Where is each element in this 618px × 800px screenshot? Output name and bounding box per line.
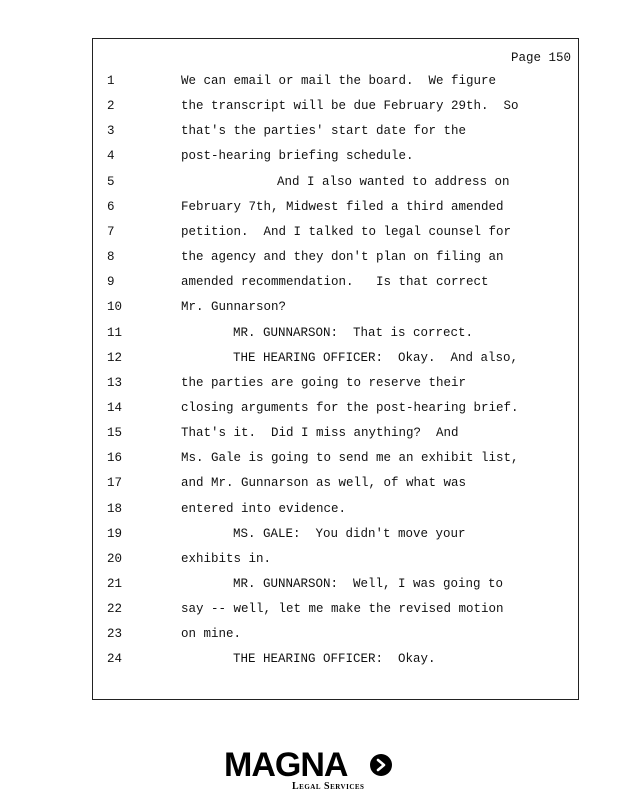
- transcript-line: [93, 575, 578, 593]
- line-number: 4: [107, 149, 115, 164]
- line-text: exhibits in.: [181, 551, 272, 566]
- line-number: 8: [107, 250, 115, 265]
- transcript-line: [93, 424, 578, 442]
- transcript-line: [93, 399, 578, 417]
- line-number: 1: [107, 74, 115, 88]
- line-number: 15: [107, 426, 123, 441]
- line-text: THE HEARING OFFICER: Okay.: [233, 652, 436, 667]
- line-number: 21: [107, 577, 123, 591]
- line-text: That's it. Did I miss anything? And: [181, 426, 459, 441]
- transcript-line: [93, 374, 578, 392]
- line-number: 18: [107, 501, 123, 516]
- magna-logo: [224, 748, 396, 794]
- line-text: Mr. Gunnarson?: [181, 300, 287, 315]
- line-text: MS. GALE: You didn't move your: [233, 526, 466, 541]
- line-number: 23: [107, 627, 123, 642]
- line-text: And I also wanted to address on: [277, 174, 510, 189]
- line-number: 7: [107, 224, 115, 239]
- line-text: that's the parties' start date for the: [181, 124, 467, 139]
- logo-subtitle: Legal Services: [292, 781, 365, 792]
- transcript-line: [93, 349, 578, 367]
- line-text: closing arguments for the post-hearing brief.: [181, 400, 519, 415]
- line-text: MR. GUNNARSON: That is correct.: [233, 325, 474, 340]
- transcript-line: [93, 298, 578, 316]
- line-text: THE HEARING OFFICER: Okay. And also,: [233, 350, 519, 365]
- line-number: 6: [107, 199, 115, 214]
- line-text: MR. GUNNARSON: Well, I was going to: [233, 577, 504, 591]
- line-number: 17: [107, 476, 123, 491]
- transcript-line: [93, 449, 578, 467]
- logo-wordmark: MAGNA: [224, 746, 348, 784]
- transcript-line: [93, 500, 578, 518]
- transcript-line: [93, 525, 578, 543]
- transcript-line: [93, 273, 578, 291]
- line-number: 12: [107, 350, 123, 365]
- line-number: 10: [107, 300, 123, 315]
- transcript-line: [93, 625, 578, 643]
- transcript-line: [93, 223, 578, 241]
- arrow-circle-icon: [370, 754, 392, 776]
- line-text: and Mr. Gunnarson as well, of what was: [181, 476, 467, 491]
- transcript-line: [93, 474, 578, 492]
- transcript-line: [93, 198, 578, 216]
- page-number: Page 150: [510, 51, 571, 65]
- line-number: 16: [107, 451, 123, 466]
- line-text: the parties are going to reserve their: [181, 375, 467, 390]
- line-number: 24: [107, 652, 123, 667]
- line-number: 13: [107, 375, 123, 390]
- line-number: 22: [107, 602, 123, 617]
- transcript-line: [93, 97, 578, 115]
- line-number: 11: [107, 325, 123, 340]
- transcript-line: [93, 147, 578, 165]
- line-text: We can email or mail the board. We figure: [181, 74, 497, 88]
- line-text: say -- well, let me make the revised motion: [181, 602, 504, 617]
- transcript-line: [93, 324, 578, 342]
- transcript-line: [93, 72, 578, 90]
- line-text: the transcript will be due February 29th. So: [181, 99, 519, 114]
- line-text: Ms. Gale is going to send me an exhibit list,: [181, 451, 519, 466]
- line-number: 2: [107, 99, 115, 114]
- line-text: February 7th, Midwest filed a third amended: [181, 199, 504, 214]
- line-text: post-hearing briefing schedule.: [181, 149, 414, 164]
- transcript-line: [93, 550, 578, 568]
- transcript-line: [93, 248, 578, 266]
- line-text: entered into evidence.: [181, 501, 347, 516]
- line-number: 5: [107, 174, 115, 189]
- transcript-line: [93, 122, 578, 140]
- transcript-line: [93, 173, 578, 191]
- transcript-line: [93, 600, 578, 618]
- line-number: 14: [107, 400, 123, 415]
- line-text: amended recommendation. Is that correct: [181, 275, 489, 290]
- transcript-line: [93, 650, 578, 668]
- line-text: on mine.: [181, 627, 242, 642]
- line-number: 3: [107, 124, 115, 139]
- line-text: the agency and they don't plan on filing an: [181, 250, 504, 265]
- line-number: 9: [107, 275, 115, 290]
- transcript-page: [92, 38, 579, 700]
- line-number: 19: [107, 526, 123, 541]
- line-number: 20: [107, 551, 123, 566]
- line-text: petition. And I talked to legal counsel for: [181, 224, 512, 239]
